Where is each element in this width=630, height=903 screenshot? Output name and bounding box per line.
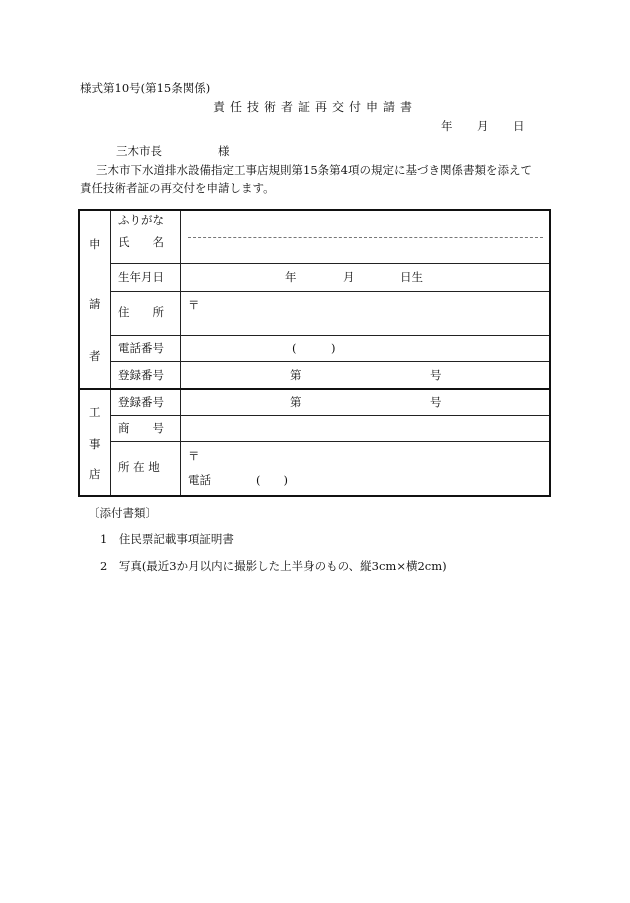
birthdate-suffix: 日生 — [400, 270, 423, 284]
attachment-item-1: 1 住民票記載事項証明書 — [100, 532, 234, 546]
registration-prefix: 第 — [290, 368, 302, 382]
date-month-label: 月 — [477, 119, 489, 133]
trade-name-label: 商 号 — [118, 421, 164, 435]
name-label: 氏 名 — [118, 235, 164, 249]
contractor-registration-prefix: 第 — [290, 395, 302, 409]
contractor-group-char-2: 事 — [89, 437, 101, 451]
addressee-honorific: 様 — [218, 144, 230, 158]
body-text-line-1: 三木市下水道排水設備指定工事店規則第15条第4項の規定に基づき関係書類を添えて — [96, 163, 532, 177]
applicant-group-char-1: 申 — [89, 237, 101, 251]
contractor-group-char-3: 店 — [89, 467, 101, 481]
location-postal-mark: 〒 — [188, 449, 200, 463]
furigana-label: ふりがな — [118, 213, 164, 227]
group-divider — [80, 388, 549, 390]
birthdate-year: 年 — [285, 270, 297, 284]
application-form-table — [78, 209, 551, 497]
body-text-line-2: 責任技術者証の再交付を申請します。 — [80, 181, 275, 195]
document-title: 責任技術者証再交付申請書 — [212, 100, 417, 114]
date-year-label: 年 — [441, 119, 453, 133]
row-divider-name — [110, 263, 549, 264]
birthdate-month: 月 — [343, 270, 355, 284]
birthdate-label: 生年月日 — [118, 270, 164, 284]
address-label: 住 所 — [118, 305, 164, 319]
attachments-heading: 〔添付書類〕 — [88, 506, 157, 520]
location-label: 所 在 地 — [118, 460, 160, 474]
row-divider-birthdate — [110, 291, 549, 292]
registration-label: 登録番号 — [118, 368, 164, 382]
location-phone-parens: ( ) — [256, 473, 288, 487]
attachment-item-2: 2 写真(最近3か月以内に撮影した上半身のもの、縦3cm×横2cm) — [100, 559, 447, 573]
contractor-registration-suffix: 号 — [430, 395, 442, 409]
contractor-group-char-1: 工 — [89, 405, 101, 419]
form-number: 様式第10号(第15条関係) — [80, 81, 211, 95]
addressee-name: 三木市長 — [116, 144, 162, 158]
row-divider-phone — [110, 361, 549, 362]
group-column-divider — [110, 211, 111, 495]
date-day-label: 日 — [513, 119, 525, 133]
row-divider-trade-name — [110, 441, 549, 442]
contractor-registration-label: 登録番号 — [118, 395, 164, 409]
furigana-dashed-line — [188, 237, 543, 238]
applicant-group-char-2: 請 — [89, 297, 101, 311]
phone-parens: ( ) — [292, 341, 336, 355]
row-divider-address — [110, 335, 549, 336]
row-divider-contractor-registration — [110, 415, 549, 416]
phone-label: 電話番号 — [118, 341, 164, 355]
applicant-group-char-3: 者 — [89, 349, 101, 363]
location-phone-label: 電話 — [188, 473, 211, 487]
label-column-divider — [180, 211, 181, 495]
registration-suffix: 号 — [430, 368, 442, 382]
address-postal-mark: 〒 — [188, 298, 200, 312]
